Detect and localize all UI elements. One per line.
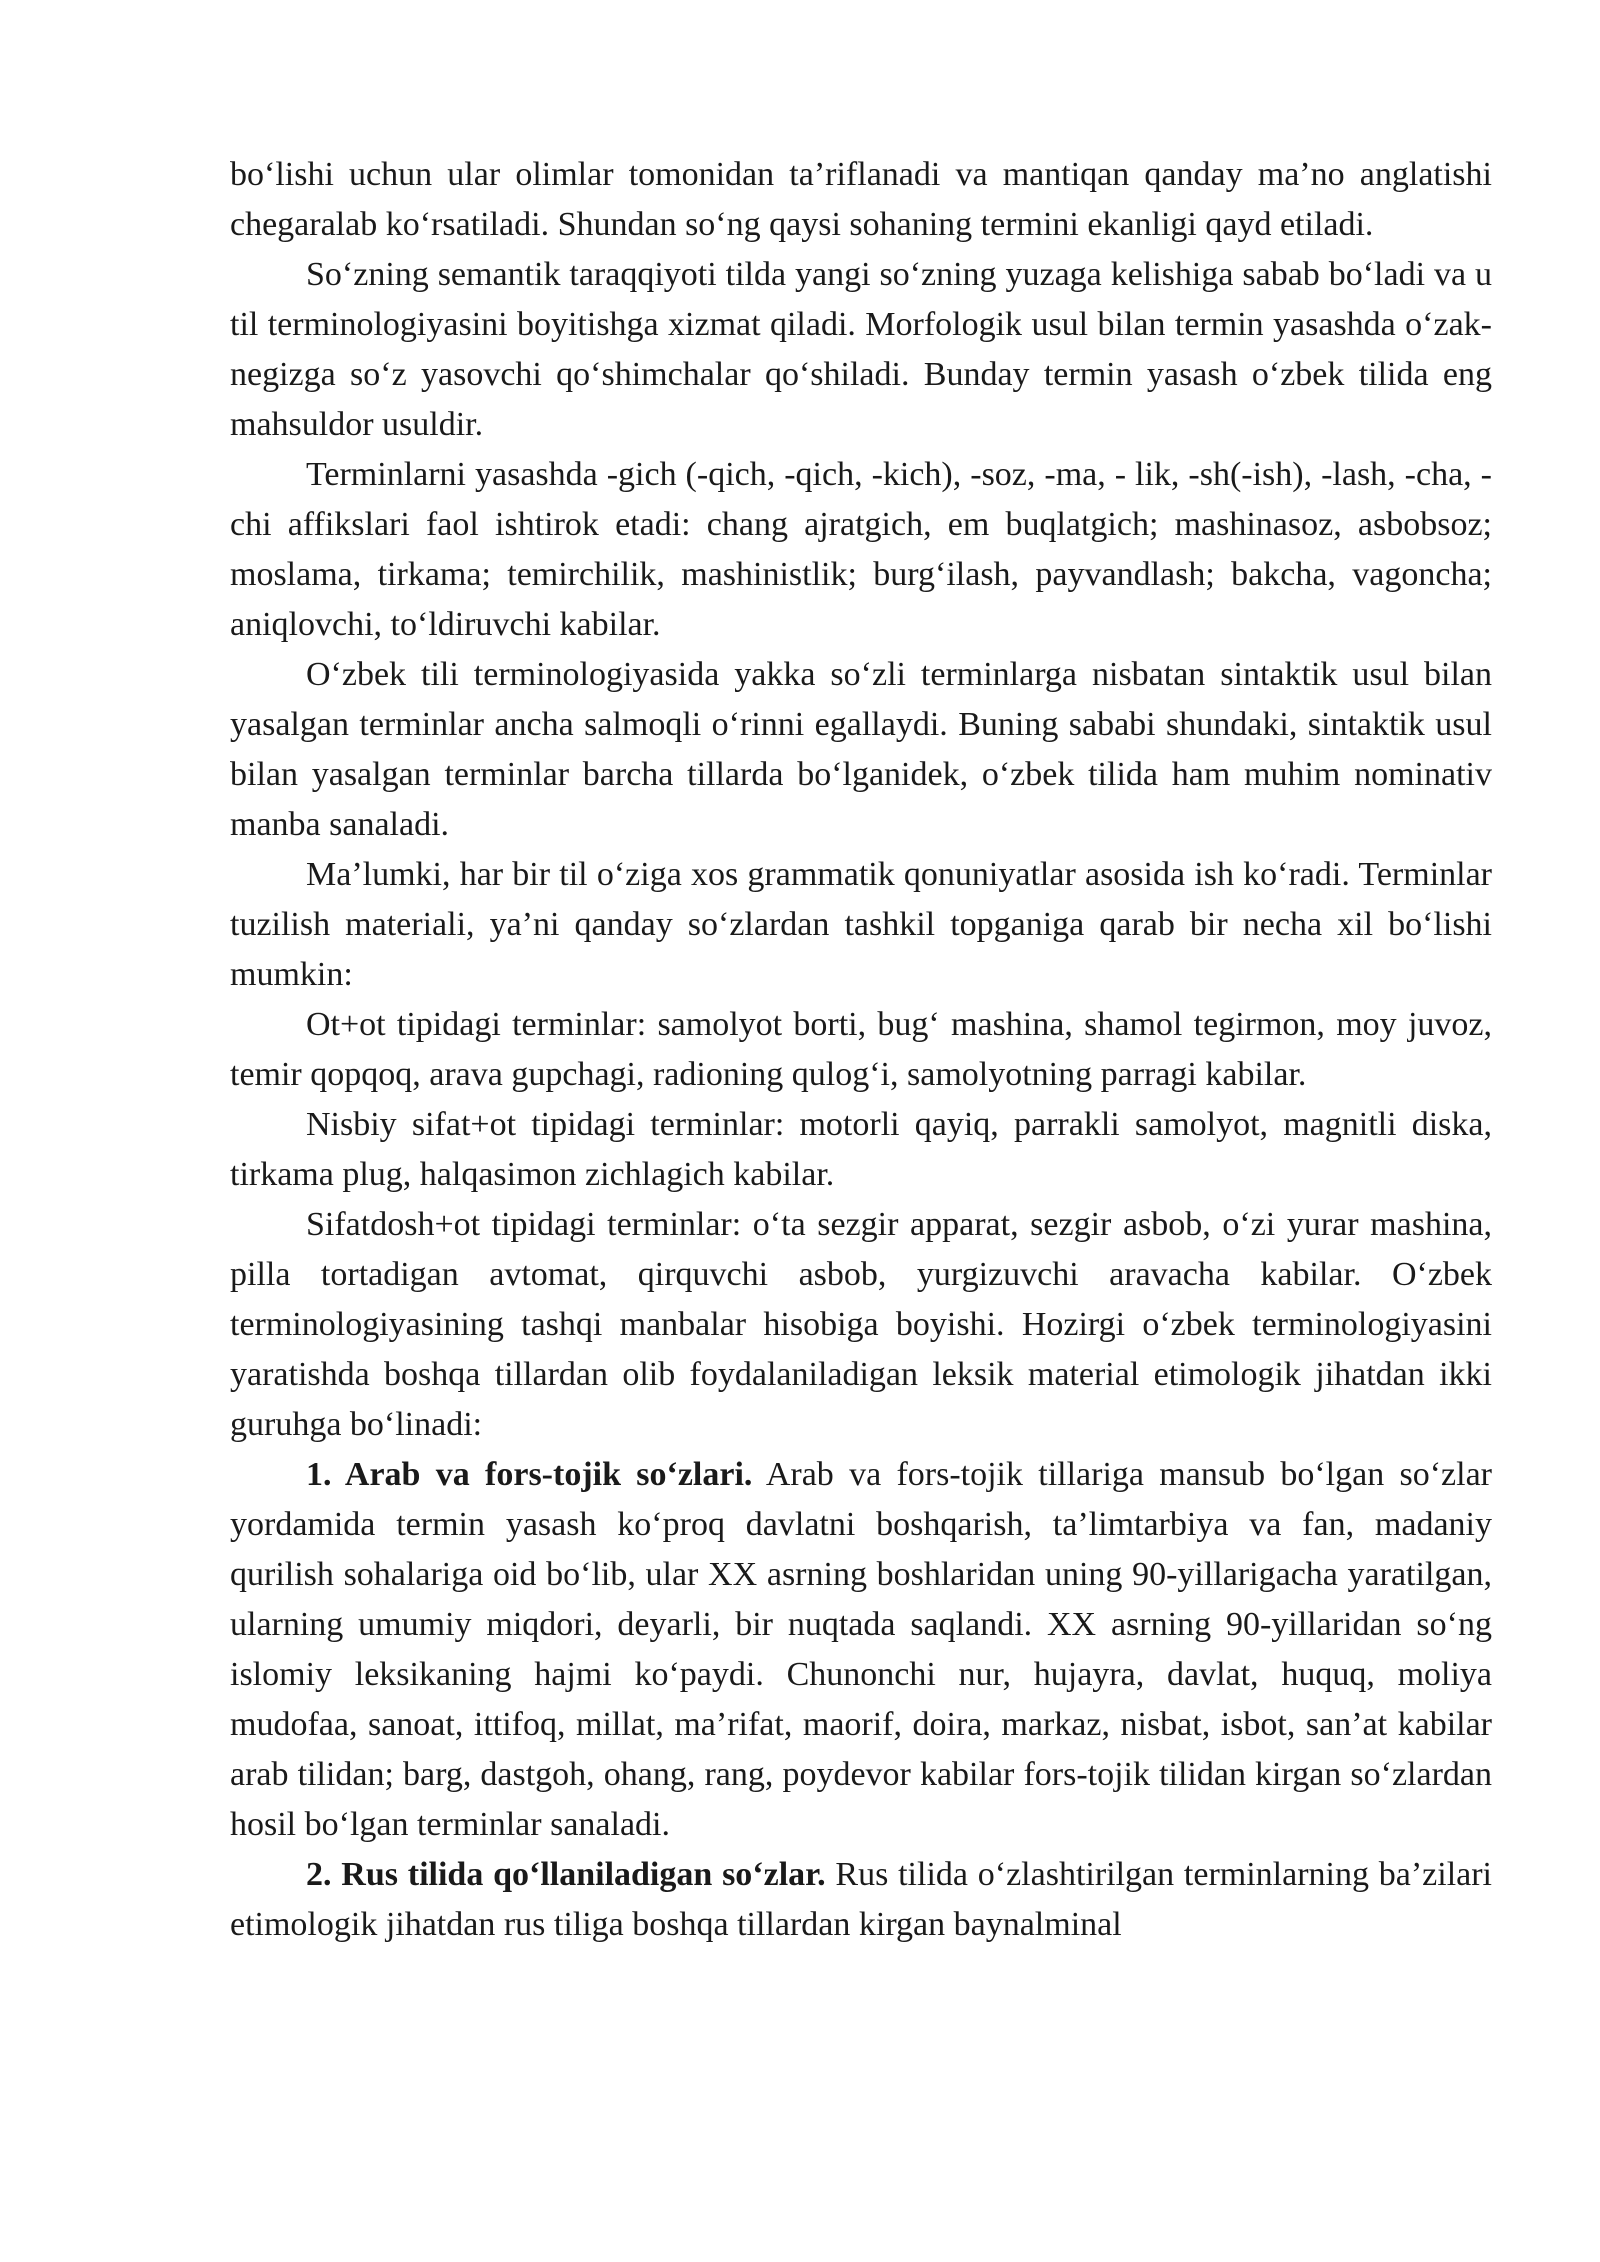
- paragraph-2-text: Soʻzning semantik taraqqiyoti tilda yangi soʻzning yuzaga kelishiga sabab boʻladi va u til terminologiyasini boyitishga xizmat qiladi. Morfologik usul bilan termin yasashda oʻzak-negizga soʻz yasovchi qoʻshimchalar qoʻshiladi. Bunday termin yasash oʻzbek tilida eng mahsuldor usuldir.: [230, 256, 1492, 443]
- paragraph-4-text: Oʻzbek tili terminologiyasida yakka soʻzli terminlarga nisbatan sintaktik usul bilan yasalgan terminlar ancha salmoqli oʻrinni egallaydi. Buning sababi shundaki, sintaktik usul bilan yasalgan terminlar barcha tillarda boʻlganidek, oʻzbek tilida ham muhim nominativ manba sanaladi.: [230, 656, 1492, 843]
- paragraph-5-text: Ma’lumki, har bir til oʻziga xos grammatik qonuniyatlar asosida ish koʻradi. Terminlar tuzilish materiali, ya’ni qanday soʻzlardan tashkil topganiga qarab bir necha xil boʻlishi mumkin:: [230, 856, 1492, 993]
- paragraph-8: [230, 1200, 1492, 1450]
- paragraph-6: [230, 1000, 1492, 1100]
- paragraph-1: [230, 150, 1492, 250]
- paragraph-10-text: Rus tilida oʻzlashtirilgan terminlarning ba’zilari etimologik jihatdan rus tiliga boshqa tillardan kirgan baynalminal: [230, 1856, 1493, 1943]
- paragraph-6-text: Ot+ot tipidagi terminlar: samolyot borti, bugʻ mashina, shamol tegirmon, moy juvoz, temir qopqoq, arava gupchagi, radioning qulogʻi, samolyotning parragi kabilar.: [230, 1006, 1492, 1093]
- paragraph-9-heading: 1. Arab va fors-tojik soʻzlari.: [306, 1456, 753, 1493]
- document-page: [230, 150, 1492, 1950]
- paragraph-7-text: Nisbiy sifat+ot tipidagi terminlar: motorli qayiq, parrakli samolyot, magnitli diska, tirkama plug, halqasimon zichlagich kabilar.: [230, 1106, 1492, 1193]
- paragraph-3: [230, 450, 1492, 650]
- paragraph-2: [230, 250, 1492, 450]
- paragraph-3-text: Terminlarni yasashda -gich (-qich, -qich, -kich), -soz, -ma, - lik, -sh(-ish), -lash, -cha, -chi affikslari faol ishtirok etadi: chang ajratgich, em buqlatgich; mashinasoz, asbobsoz; moslama, tirkama; temirchilik, mashinistlik; burgʻilash, payvandlash; bakcha, vagoncha; aniqlovchi, toʻldiruvchi kabilar.: [230, 456, 1492, 643]
- paragraph-4: [230, 650, 1492, 850]
- paragraph-8-text: Sifatdosh+ot tipidagi terminlar: oʻta sezgir apparat, sezgir asbob, oʻzi yurar mashina, pilla tortadigan avtomat, qirquvchi asbob, yurgizuvchi aravacha kabilar. Oʻzbek terminologiyasining tashqi manbalar hisobiga boyishi. Hozirgi oʻzbek terminologiyasini yaratishda boshqa tillardan olib foydalaniladigan leksik material etimologik jihatdan ikki guruhga boʻlinadi:: [230, 1206, 1492, 1443]
- paragraph-9-text: Arab va fors-tojik tillariga mansub boʻlgan soʻzlar yordamida termin yasash koʻproq davlatni boshqarish, ta’limtarbiya va fan, madaniy qurilish sohalariga oid boʻlib, ular XX asrning boshlaridan uning 90-yillarigacha yaratilgan, ularning umumiy miqdori, deyarli, bir nuqtada saqlandi. XX asrning 90-yillaridan soʻng islomiy leksikaning hajmi koʻpaydi. Chunonchi nur, hujayra, davlat, huquq, moliya mudofaa, sanoat, ittifoq, millat, ma’rifat, maorif, doira, markaz, nisbat, isbot, san’at kabilar arab tilidan; barg, dastgoh, ohang, rang, poydevor kabilar fors-tojik tilidan kirgan soʻzlardan hosil boʻlgan terminlar sanaladi.: [230, 1456, 1492, 1843]
- paragraph-1-text: boʻlishi uchun ular olimlar tomonidan ta’riflanadi va mantiqan qanday ma’no anglatishi chegaralab koʻrsatiladi. Shundan soʻng qaysi sohaning termini ekanligi qayd etiladi.: [230, 156, 1492, 243]
- paragraph-9: [230, 1450, 1492, 1850]
- paragraph-10-heading: 2. Rus tilida qoʻllaniladigan soʻzlar.: [306, 1856, 826, 1893]
- paragraph-10: [230, 1850, 1492, 1950]
- paragraph-7: [230, 1100, 1492, 1200]
- paragraph-5: [230, 850, 1492, 1000]
